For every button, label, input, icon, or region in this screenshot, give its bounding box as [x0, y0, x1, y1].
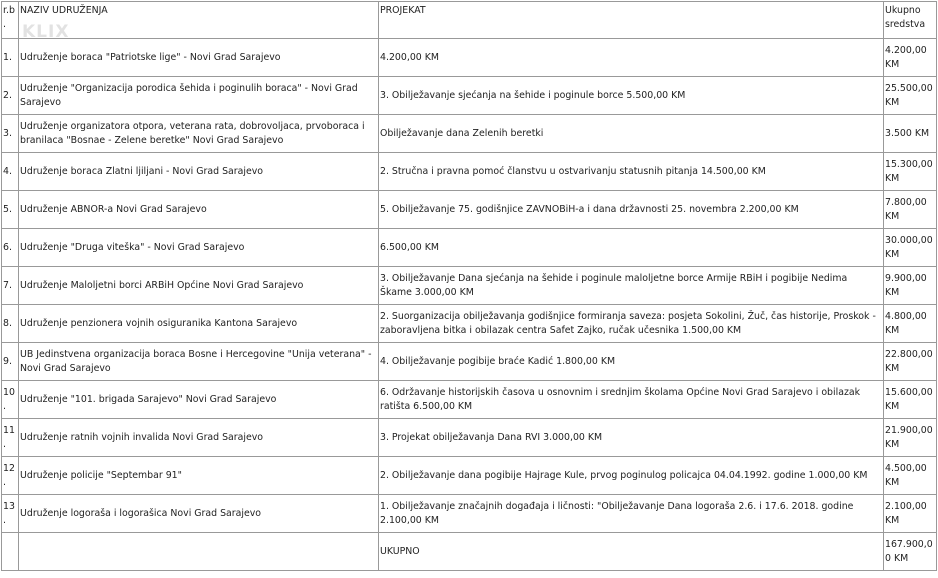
row-amount: 4.800,00 KM: [884, 305, 937, 343]
row-association-name: Udruženje organizatora otpora, veterana rata, dobrovoljaca, prvoboraca i branilaca "Bosnae - Zelene beretke" Novi Grad Sarajevo: [19, 115, 379, 153]
header-naziv: NAZIV UDRUŽENJA: [19, 2, 379, 39]
row-project: 4. Obilježavanje pogibije braće Kadić 1.800,00 KM: [379, 343, 884, 381]
table-row: [2, 191, 937, 229]
row-association-name: Udruženje logoraša i logorašica Novi Grad Sarajevo: [19, 495, 379, 533]
header-ukupno: Ukupno sredstva: [884, 2, 937, 39]
row-number: 6.: [2, 229, 19, 267]
table-row: [2, 229, 937, 267]
table-row: [2, 457, 937, 495]
table-header-row: [2, 2, 937, 39]
row-association-name: Udruženje Maloljetni borci ARBiH Općine Novi Grad Sarajevo: [19, 267, 379, 305]
row-amount: 15.600,00 KM: [884, 381, 937, 419]
row-association-name: Udruženje "Organizacija porodica šehida i poginulih boraca" - Novi Grad Sarajevo: [19, 77, 379, 115]
watermark-logo: KLIX: [22, 22, 70, 42]
row-project: 4.200,00 KM: [379, 39, 884, 77]
row-association-name: Udruženje "Druga viteška" - Novi Grad Sarajevo: [19, 229, 379, 267]
table-row: [2, 153, 937, 191]
row-amount: 4.200,00 KM: [884, 39, 937, 77]
row-number: 5.: [2, 191, 19, 229]
row-amount: 15.300,00 KM: [884, 153, 937, 191]
row-association-name: Udruženje policije "Septembar 91": [19, 457, 379, 495]
row-number: 3.: [2, 115, 19, 153]
total-amount: 167.900,00 KM: [884, 533, 937, 571]
table-row: [2, 305, 937, 343]
row-amount: 2.100,00 KM: [884, 495, 937, 533]
row-number: 10.: [2, 381, 19, 419]
table-row: [2, 267, 937, 305]
row-number: 8.: [2, 305, 19, 343]
row-number: 7.: [2, 267, 19, 305]
total-empty-rb: [2, 533, 19, 571]
row-amount: 3.500 KM: [884, 115, 937, 153]
row-association-name: Udruženje "101. brigada Sarajevo" Novi Grad Sarajevo: [19, 381, 379, 419]
table-row: [2, 343, 937, 381]
total-row: [2, 533, 937, 571]
row-number: 4.: [2, 153, 19, 191]
funding-table: [1, 1, 937, 571]
row-project: 6.500,00 KM: [379, 229, 884, 267]
row-association-name: UB Jedinstvena organizacija boraca Bosne i Hercegovine "Unija veterana" - Novi Grad Sarajevo: [19, 343, 379, 381]
row-project: 2. Suorganizacija obilježavanja godišnjice formiranja saveza: posjeta Sokolini, Žuč, čas historije, Proskok - zaboravljena bitka i obilazak centra Safet Zajko, ručak učesnika 1.500,00 KM: [379, 305, 884, 343]
table-row: [2, 115, 937, 153]
row-amount: 22.800,00 KM: [884, 343, 937, 381]
row-amount: 30.000,00 KM: [884, 229, 937, 267]
row-amount: 4.500,00 KM: [884, 457, 937, 495]
row-project: Obilježavanje dana Zelenih beretki: [379, 115, 884, 153]
row-number: 12.: [2, 457, 19, 495]
row-amount: 7.800,00 KM: [884, 191, 937, 229]
row-number: 1.: [2, 39, 19, 77]
row-project: 2. Obilježavanje dana pogibije Hajrage Kule, prvog poginulog policajca 04.04.1992. godine 1.000,00 KM: [379, 457, 884, 495]
row-association-name: Udruženje ratnih vojnih invalida Novi Grad Sarajevo: [19, 419, 379, 457]
row-number: 9.: [2, 343, 19, 381]
row-project: 2. Stručna i pravna pomoć članstvu u ostvarivanju statusnih pitanja 14.500,00 KM: [379, 153, 884, 191]
total-label: UKUPNO: [379, 533, 884, 571]
row-project: 3. Obilježavanje Dana sjećanja na šehide i poginule maloljetne borce Armije RBiH i pogibije Nedima Škame 3.000,00 KM: [379, 267, 884, 305]
header-projekat: PROJEKAT: [379, 2, 884, 39]
row-project: 1. Obilježavanje značajnih događaja i ličnosti: "Obilježavanje Dana logoraša 2.6. i 17.6. 2018. godine 2.100,00 KM: [379, 495, 884, 533]
row-number: 2.: [2, 77, 19, 115]
table-row: [2, 381, 937, 419]
row-project: 6. Održavanje historijskih časova u osnovnim i srednjim školama Općine Novi Grad Sarajevo i obilazak ratišta 6.500,00 KM: [379, 381, 884, 419]
row-association-name: Udruženje ABNOR-a Novi Grad Sarajevo: [19, 191, 379, 229]
table-row: [2, 77, 937, 115]
total-empty-naziv: [19, 533, 379, 571]
row-association-name: Udruženje penzionera vojnih osiguranika Kantona Sarajevo: [19, 305, 379, 343]
row-project: 3. Obilježavanje sjećanja na šehide i poginule borce 5.500,00 KM: [379, 77, 884, 115]
row-association-name: Udruženje boraca "Patriotske lige" - Novi Grad Sarajevo: [19, 39, 379, 77]
row-project: 5. Obilježavanje 75. godišnjice ZAVNOBiH-a i dana državnosti 25. novembra 2.200,00 KM: [379, 191, 884, 229]
row-amount: 21.900,00 KM: [884, 419, 937, 457]
row-amount: 9.900,00 KM: [884, 267, 937, 305]
table-row: [2, 419, 937, 457]
row-number: 13.: [2, 495, 19, 533]
row-amount: 25.500,00 KM: [884, 77, 937, 115]
row-number: 11.: [2, 419, 19, 457]
table-row: [2, 495, 937, 533]
header-rb: r.b.: [2, 2, 19, 39]
row-project: 3. Projekat obilježavanja Dana RVI 3.000,00 KM: [379, 419, 884, 457]
table-row: [2, 39, 937, 77]
row-association-name: Udruženje boraca Zlatni ljiljani - Novi Grad Sarajevo: [19, 153, 379, 191]
